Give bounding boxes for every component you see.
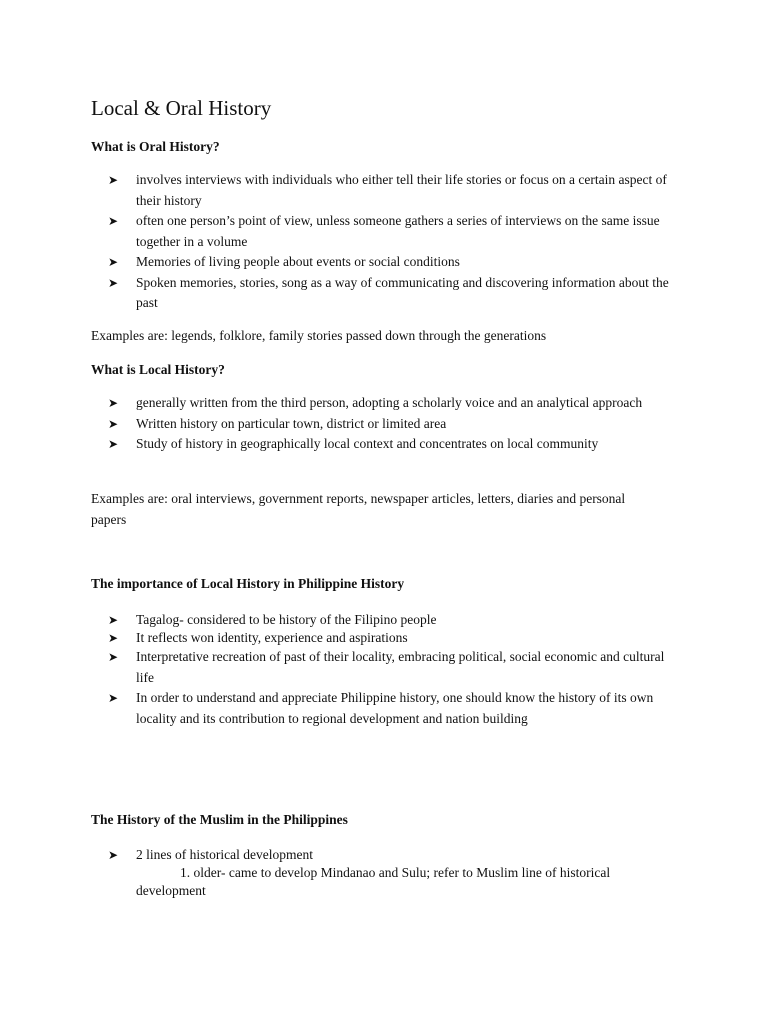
arrowhead-bullet-icon: ➤ <box>108 416 119 431</box>
list-item-text: Memories of living people about events or social conditions <box>136 254 460 269</box>
section-heading-importance: The importance of Local History in Philippine History <box>91 576 405 591</box>
list-item <box>108 170 683 211</box>
list-item <box>108 647 683 688</box>
list-item-text: 2 lines of historical development <box>136 847 313 862</box>
section-heading-muslim-history: The History of the Muslim in the Philippines <box>91 812 348 827</box>
local-history-list <box>108 393 683 455</box>
list-item <box>108 273 683 314</box>
importance-list <box>108 611 683 729</box>
muslim-history-list <box>108 846 683 900</box>
arrowhead-bullet-icon: ➤ <box>108 173 119 187</box>
list-item <box>108 393 683 414</box>
arrowhead-bullet-icon: ➤ <box>108 650 119 664</box>
oral-history-list <box>108 170 683 314</box>
list-item <box>108 846 683 900</box>
list-item <box>108 688 683 729</box>
list-item <box>108 434 683 455</box>
arrowhead-bullet-icon: ➤ <box>108 691 119 705</box>
list-item-text: Interpretative recreation of past of their locality, embracing political, social economic and cultural life <box>136 649 665 685</box>
arrowhead-bullet-icon: ➤ <box>108 396 119 410</box>
sub-list-item-text: 1. older- came to develop Mindanao and Sulu; refer to Muslim line of historical development <box>136 865 611 898</box>
arrowhead-bullet-icon: ➤ <box>108 275 119 290</box>
list-item <box>108 414 683 435</box>
section-heading-local-history: What is Local History? <box>91 362 225 377</box>
list-item-text: Written history on particular town, district or limited area <box>136 415 447 431</box>
oral-history-examples: Examples are: legends, folklore, family stories passed down through the generations <box>91 328 547 343</box>
arrowhead-bullet-icon: ➤ <box>108 613 119 627</box>
list-item-text: involves interviews with individuals who either tell their life stories or focus on a certain aspect of their history <box>136 172 667 208</box>
arrowhead-bullet-icon: ➤ <box>108 437 119 451</box>
list-item-text: often one person’s point of view, unless someone gathers a series of interviews on the same issue together in a volume <box>136 213 660 249</box>
page-title: Local & Oral History <box>91 96 272 120</box>
list-item <box>108 611 683 629</box>
arrowhead-bullet-icon: ➤ <box>108 631 119 645</box>
list-item-text: Study of history in geographically local context and concentrates on local community <box>136 436 599 451</box>
arrowhead-bullet-icon: ➤ <box>108 848 119 862</box>
list-item-text: Tagalog- considered to be history of the Filipino people <box>136 612 437 627</box>
list-item-text: It reflects won identity, experience and aspirations <box>136 630 408 645</box>
list-item-text: In order to understand and appreciate Philippine history, one should know the history of its own locality and its contribution to regional development and nation building <box>136 690 654 726</box>
list-item <box>108 252 683 273</box>
list-item <box>108 211 683 252</box>
section-heading-oral-history: What is Oral History? <box>91 139 220 154</box>
arrowhead-bullet-icon: ➤ <box>108 214 119 228</box>
list-item-text: Spoken memories, stories, song as a way of communicating and discovering information about the past <box>136 274 669 310</box>
list-item <box>108 629 683 647</box>
list-item-text: generally written from the third person, adopting a scholarly voice and an analytical approach <box>136 395 643 410</box>
arrowhead-bullet-icon: ➤ <box>108 255 119 269</box>
local-history-examples: Examples are: oral interviews, government reports, newspaper articles, letters, diaries and personal papers <box>91 491 626 527</box>
